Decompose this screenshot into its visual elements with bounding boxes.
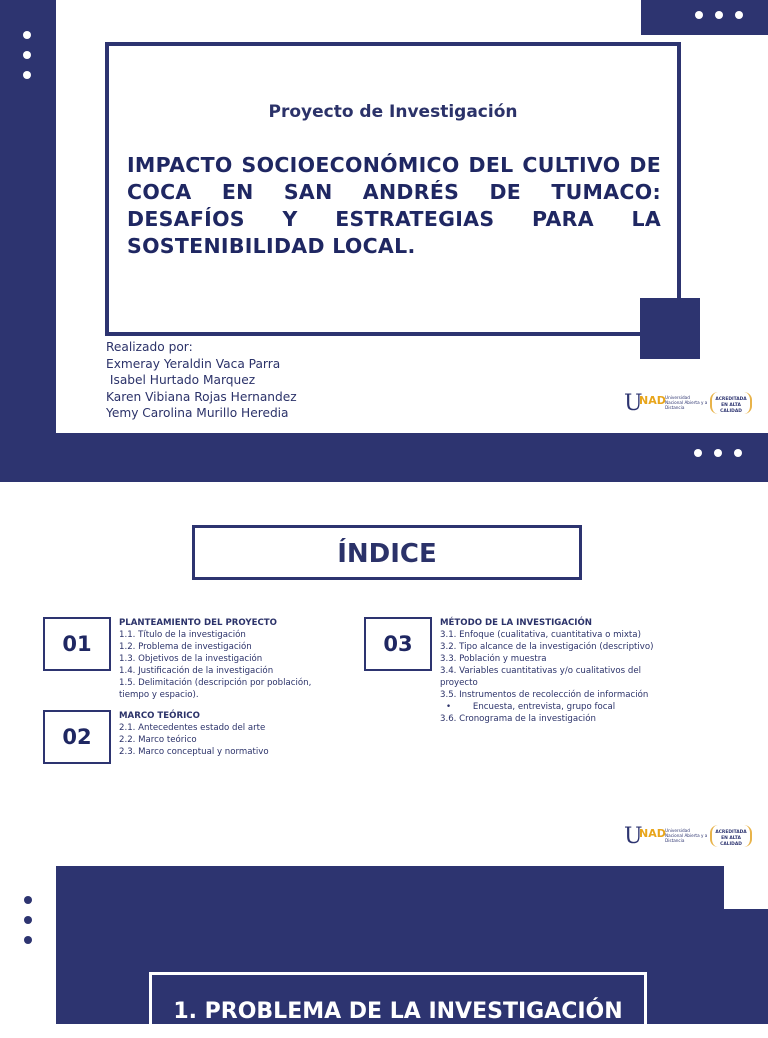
logo-letter: U bbox=[624, 391, 643, 416]
section-item: 3.6. Cronograma de la investigación bbox=[440, 714, 596, 724]
section-item: 3.4. Variables cuantitativas y/o cualitativos del proyecto bbox=[440, 666, 641, 688]
slide3-title: 1. PROBLEMA DE LA INVESTIGACIÓN bbox=[173, 999, 623, 1024]
logo-brand: NAD bbox=[639, 827, 666, 840]
author-name: Exmeray Yeraldin Vaca Parra bbox=[106, 356, 281, 371]
slide3-corner-notch bbox=[724, 866, 768, 909]
logo-university: Universidad Nacional Abierta y a Distancia bbox=[665, 395, 708, 410]
decor-dot bbox=[23, 51, 31, 59]
section-bullet: • Encuesta, entrevista, grupo focal bbox=[446, 702, 616, 712]
logo-brand: NAD bbox=[639, 394, 666, 407]
index-title: ÍNDICE bbox=[337, 539, 437, 569]
title-box bbox=[105, 42, 681, 336]
slide1-left-band bbox=[0, 0, 56, 440]
slide1-bottom-band bbox=[0, 433, 768, 482]
decor-dot bbox=[714, 449, 722, 457]
decor-dot bbox=[735, 11, 743, 19]
author-name: Yemy Carolina Murillo Heredia bbox=[106, 406, 289, 420]
decor-dot bbox=[24, 916, 32, 924]
section-01 bbox=[119, 617, 334, 701]
section-item: 3.5. Instrumentos de recolección de información bbox=[440, 690, 649, 700]
section-item: 3.3. Población y muestra bbox=[440, 654, 547, 664]
section-item: 1.1. Título de la investigación bbox=[119, 630, 246, 640]
author-name: Isabel Hurtado Marquez bbox=[106, 373, 256, 387]
section-number-03: 03 bbox=[364, 617, 432, 671]
section-item: 1.5. Delimitación (descripción por población, tiempo y espacio). bbox=[119, 678, 312, 700]
section-number-01: 01 bbox=[43, 617, 111, 671]
decor-dot bbox=[23, 31, 31, 39]
decor-dot bbox=[734, 449, 742, 457]
section-item: 2.1. Antecedentes estado del arte bbox=[119, 723, 266, 733]
logo-university: Universidad Nacional Abierta y a Distancia bbox=[665, 828, 708, 843]
authors-block bbox=[106, 339, 297, 422]
author-name: Karen Vibiana Rojas Hernandez bbox=[106, 389, 297, 404]
decor-dot bbox=[694, 449, 702, 457]
section-03 bbox=[440, 617, 680, 725]
section-item: 1.2. Problema de investigación bbox=[119, 642, 252, 652]
section-number-02: 02 bbox=[43, 710, 111, 764]
authors-label: Realizado por: bbox=[106, 340, 193, 354]
decor-dot bbox=[23, 71, 31, 79]
section-02 bbox=[119, 710, 334, 758]
section-item: 2.2. Marco teórico bbox=[119, 735, 197, 745]
project-subtitle: Proyecto de Investigación bbox=[268, 102, 518, 122]
decor-dot bbox=[24, 896, 32, 904]
project-title: IMPACTO SOCIOECONÓMICO DEL CULTIVO DE COCA EN SAN ANDRÉS DE TUMACO: DESAFÍOS Y ESTRATEGIAS PARA LA SOSTENIBILIDAD LOCAL. bbox=[127, 153, 661, 258]
section-item: 3.2. Tipo alcance de la investigación (descriptivo) bbox=[440, 642, 654, 652]
unad-logo bbox=[624, 391, 756, 417]
section-heading: MARCO TEÓRICO bbox=[119, 711, 200, 721]
slide1-top-right-band bbox=[641, 0, 768, 35]
logo-accreditation: ACREDITADA EN ALTA CALIDAD bbox=[710, 825, 752, 847]
decor-dot bbox=[695, 11, 703, 19]
index-title-box bbox=[192, 525, 582, 580]
slide1-accent-square bbox=[640, 298, 700, 359]
logo-letter: U bbox=[624, 824, 643, 849]
decor-dot bbox=[715, 11, 723, 19]
unad-logo bbox=[624, 824, 756, 850]
logo-accreditation: ACREDITADA EN ALTA CALIDAD bbox=[710, 392, 752, 414]
section-item: 3.1. Enfoque (cualitativa, cuantitativa o mixta) bbox=[440, 630, 641, 640]
section-item: 1.3. Objetivos de la investigación bbox=[119, 654, 263, 664]
section-heading: MÉTODO DE LA INVESTIGACIÓN bbox=[440, 618, 593, 628]
section-item: 1.4. Justificación de la investigación bbox=[119, 666, 274, 676]
section-item: 2.3. Marco conceptual y normativo bbox=[119, 747, 269, 757]
decor-dot bbox=[24, 936, 32, 944]
slide3-title-box bbox=[149, 972, 647, 1038]
section-heading: PLANTEAMIENTO DEL PROYECTO bbox=[119, 618, 277, 628]
